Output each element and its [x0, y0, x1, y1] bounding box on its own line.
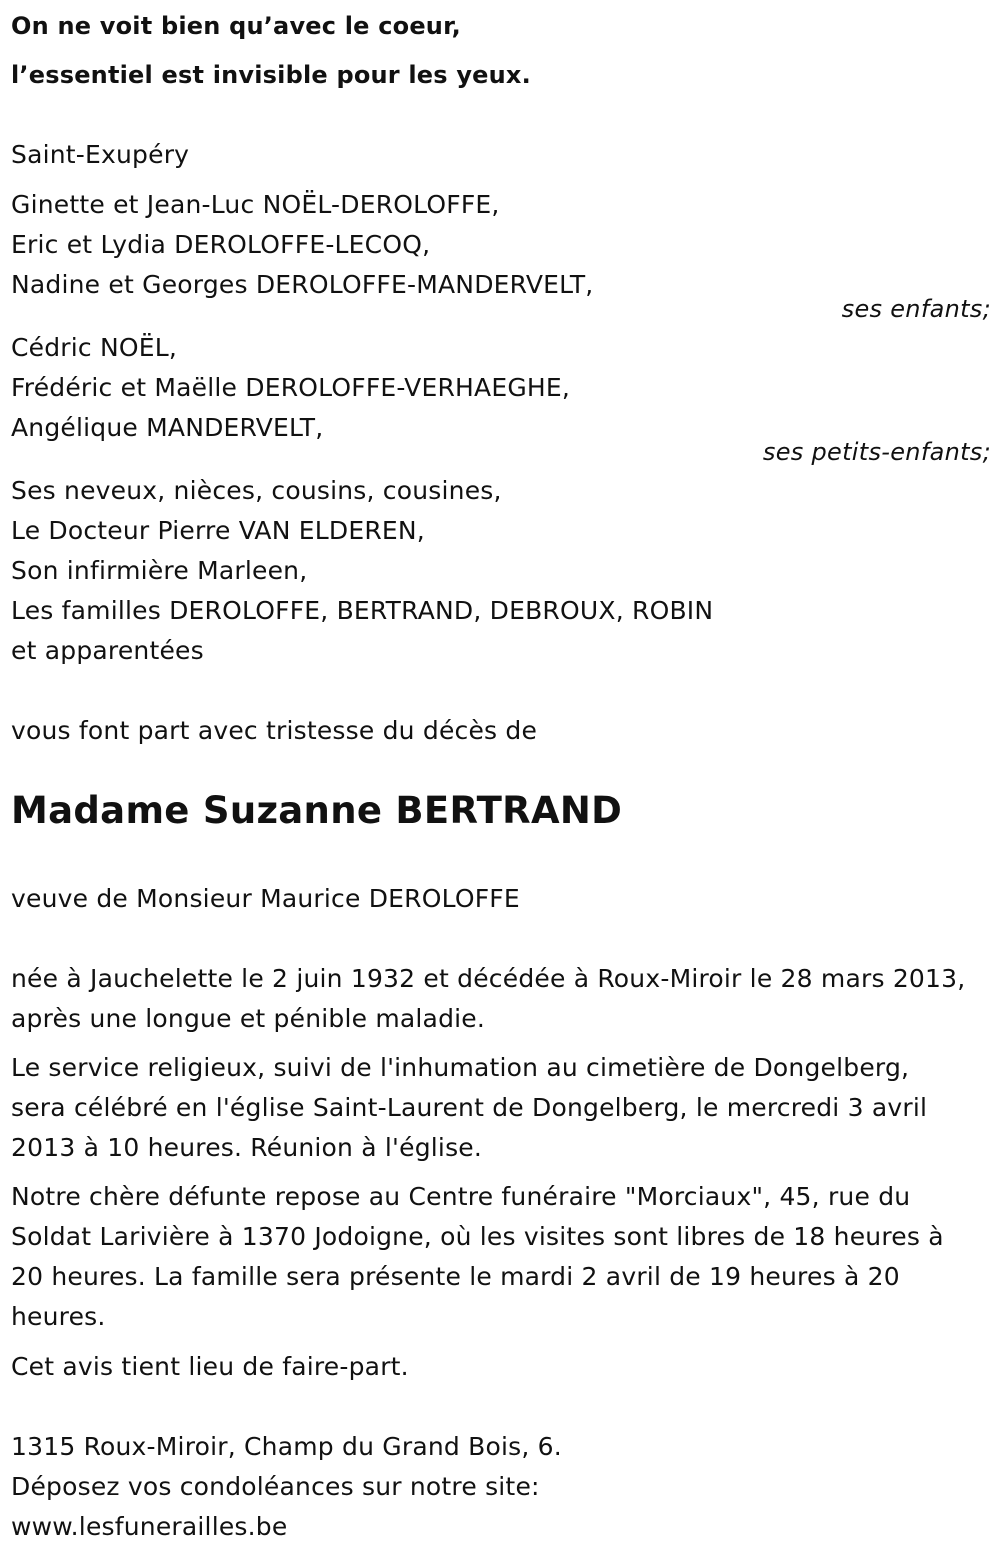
deceased-name: Madame Suzanne BERTRAND [11, 789, 623, 832]
service-line: sera célébré en l'église Saint-Laurent de Dongelberg, le mercredi 3 avril [11, 1093, 928, 1122]
address: 1315 Roux-Miroir, Champ du Grand Bois, 6. [11, 1432, 562, 1461]
birth-death-line: après une longue et pénible maladie. [11, 1004, 486, 1033]
grandchild-line: Cédric NOËL, [11, 333, 178, 362]
children-role: ses enfants; [841, 295, 991, 323]
quote-line-1: On ne voit bien qu’avec le coeur, [11, 12, 461, 40]
condolences-text: Déposez vos condoléances sur notre site: [11, 1472, 540, 1501]
other-relatives-line: Ses neveux, nièces, cousins, cousines, [11, 476, 502, 505]
child-line: Ginette et Jean-Luc NOËL-DEROLOFFE, [11, 190, 500, 219]
widow-of: veuve de Monsieur Maurice DEROLOFFE [11, 884, 520, 913]
website-link[interactable]: www.lesfunerailles.be [11, 1512, 288, 1541]
other-relatives-line: Les familles DEROLOFFE, BERTRAND, DEBROUX, ROBIN [11, 596, 714, 625]
quote-line-2: l’essentiel est invisible pour les yeux. [11, 61, 531, 89]
grandchild-line: Angélique MANDERVELT, [11, 413, 324, 442]
announcement: vous font part avec tristesse du décès de [11, 716, 538, 745]
other-relatives-line: Le Docteur Pierre VAN ELDEREN, [11, 516, 425, 545]
other-relatives-line: et apparentées [11, 636, 204, 665]
visits-line: Soldat Larivière à 1370 Jodoigne, où les visites sont libres de 18 heures à [11, 1222, 944, 1251]
service-line: Le service religieux, suivi de l'inhumation au cimetière de Dongelberg, [11, 1053, 910, 1082]
grandchildren-role: ses petits-enfants; [762, 438, 991, 466]
visits-line: Notre chère défunte repose au Centre funéraire "Morciaux", 45, rue du [11, 1182, 911, 1211]
notice-line: Cet avis tient lieu de faire-part. [11, 1352, 409, 1381]
birth-death-line: née à Jauchelette le 2 juin 1932 et décédée à Roux-Miroir le 28 mars 2013, [11, 964, 966, 993]
service-line: 2013 à 10 heures. Réunion à l'église. [11, 1133, 483, 1162]
grandchild-line: Frédéric et Maëlle DEROLOFFE-VERHAEGHE, [11, 373, 571, 402]
visits-line: 20 heures. La famille sera présente le mardi 2 avril de 19 heures à 20 [11, 1262, 900, 1291]
child-line: Eric et Lydia DEROLOFFE-LECOQ, [11, 230, 431, 259]
child-line: Nadine et Georges DEROLOFFE-MANDERVELT, [11, 270, 594, 299]
other-relatives-line: Son infirmière Marleen, [11, 556, 308, 585]
quote-author: Saint-Exupéry [11, 140, 190, 169]
visits-line: heures. [11, 1302, 106, 1331]
